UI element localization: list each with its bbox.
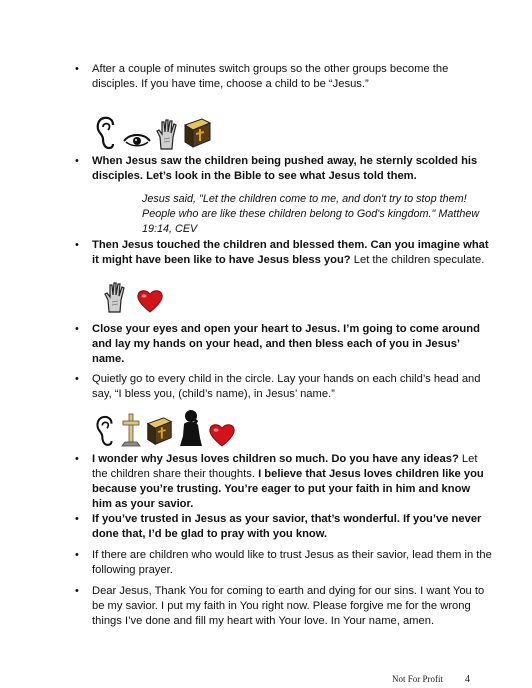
paragraph: After a couple of minutes switch groups so the other groups become the disciples. If you have time, choose a child to be “Jesus.” <box>92 63 449 90</box>
bullet-marker: • <box>75 239 79 251</box>
heart-icon <box>136 288 164 314</box>
cross-icon <box>120 412 142 448</box>
list-item <box>75 154 492 184</box>
list-item <box>75 512 492 542</box>
paragraph <box>92 322 492 367</box>
heart-icon <box>208 422 236 448</box>
paragraph <box>92 512 492 542</box>
page-footer <box>392 672 470 687</box>
list-item <box>75 62 492 92</box>
bullet-marker: • <box>75 373 79 385</box>
page-number: 4 <box>465 674 471 685</box>
paragraph <box>92 238 492 268</box>
bible-icon <box>182 117 212 151</box>
bold-text: I believe that Jesus loves children like you because you’re trusting. You’re eager to put your faith in him and know him as your savior. <box>92 468 484 510</box>
list-item <box>75 584 492 629</box>
list-item <box>75 372 492 402</box>
ear-icon <box>94 115 120 151</box>
bold-text: If you’ve trusted in Jesus as your savior, that’s wonderful. If you’ve never done that, I’d be glad to pray with you know. <box>92 513 482 540</box>
bold-text: Close your eyes and open your heart to Jesus. I’m going to come around and lay my hands on your head, and then bless each of you in Jesus’ name. <box>92 323 480 365</box>
bold-text: Then Jesus touched the children and blessed them. Can you imagine what it might have been like to have Jesus bless you? <box>92 239 489 266</box>
bold-text: I wonder why Jesus loves children so much. Do you have any ideas? <box>92 453 459 465</box>
icon-row <box>94 115 214 151</box>
bullet-marker: • <box>75 63 79 75</box>
paragraph: Dear Jesus, Thank You for coming to earth and dying for our sins. I want You to be my savior. I put my faith in You right now. Please forgive me for the wrong things I’ve done and fill my heart with Your love. In Your name, amen. <box>92 585 485 627</box>
icon-row <box>94 408 238 448</box>
hand-icon <box>102 280 128 314</box>
icon-row <box>102 280 166 314</box>
bullet-marker: • <box>75 585 79 597</box>
bullet-marker: • <box>75 513 79 525</box>
paragraph <box>92 154 492 184</box>
bold-text: When Jesus saw the children being pushed away, he sternly scolded his disciples. Let’s look in the Bible to see what Jesus told them. <box>92 155 478 182</box>
ear-icon <box>94 414 118 448</box>
hand-icon <box>154 117 180 151</box>
list-item <box>75 238 492 268</box>
list-item <box>75 322 492 367</box>
bullet-marker: • <box>75 155 79 167</box>
eye-icon <box>122 129 152 151</box>
list-item <box>75 548 492 578</box>
normal-text: Let the children speculate. <box>350 254 485 266</box>
footer-label: Not For Profit <box>392 674 444 684</box>
bullet-marker: • <box>75 549 79 561</box>
bullet-marker: • <box>75 453 79 465</box>
praying-child-icon <box>176 408 204 448</box>
bullet-marker: • <box>75 323 79 335</box>
scripture-quote: Jesus said, "Let the children come to me, and don't try to stop them! People who are like these children belong to God's kingdom." Matthew 19:14, CEV <box>142 193 480 235</box>
bible-icon <box>144 416 174 448</box>
paragraph: Quietly go to every child in the circle. Lay your hands on each child’s head and say, “I bless you, (child’s name), in Jesus’ name.” <box>92 373 481 400</box>
paragraph: If there are children who would like to trust Jesus as their savior, lead them in the following prayer. <box>92 549 492 576</box>
list-item <box>75 452 492 512</box>
paragraph <box>92 452 492 512</box>
normal-text: Let the children share their thoughts. <box>92 453 478 480</box>
